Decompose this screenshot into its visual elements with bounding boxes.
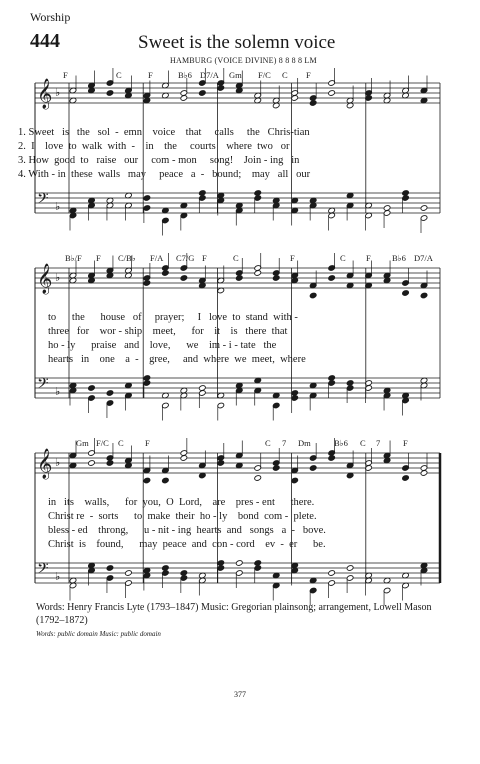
note-head: [328, 90, 336, 97]
flat-icon: ♭: [55, 200, 61, 213]
note-head: [106, 460, 114, 467]
note-head: [254, 270, 262, 277]
chord-symbol: F: [290, 253, 295, 263]
verse-line: 2. I love to walk with - in the courts where two or: [18, 141, 290, 152]
note-head: [309, 100, 317, 107]
chord-symbol: B♭6: [392, 253, 406, 263]
chord-symbol: Gm: [229, 70, 242, 80]
chord-symbol: C: [340, 253, 346, 263]
note-head: [328, 455, 336, 462]
note-head: [309, 292, 317, 299]
note-head: [346, 565, 354, 572]
bass-clef-icon: 𝄢: [37, 560, 49, 581]
note-head: [328, 570, 336, 577]
note-head: [254, 475, 262, 482]
note-head: [272, 275, 280, 282]
rights-notice: Words: public domain Music: public domain: [36, 630, 161, 638]
note-head: [180, 275, 188, 282]
flat-icon: ♭: [55, 86, 61, 99]
bass-clef-icon: 𝄢: [37, 375, 49, 396]
note-head: [309, 465, 317, 472]
page-number: 377: [234, 690, 246, 699]
note-head: [125, 570, 133, 577]
note-head: [291, 477, 299, 484]
hymn-title: Sweet is the solemn voice: [138, 32, 336, 53]
flat-icon: ♭: [55, 271, 61, 284]
note-head: [328, 275, 336, 282]
note-head: [143, 280, 151, 287]
chord-symbol: B♭/F: [65, 253, 82, 263]
note-head: [402, 475, 410, 482]
chord-symbol: F: [306, 70, 311, 80]
chord-symbol: B♭6: [178, 70, 192, 80]
chord-symbol: C: [282, 70, 288, 80]
chord-symbol: F: [403, 438, 408, 448]
note-head: [217, 85, 225, 92]
note-head: [143, 195, 151, 202]
chord-symbol: C: [360, 438, 366, 448]
chord-symbol: F: [148, 70, 153, 80]
note-head: [143, 477, 151, 484]
tune-name: HAMBURG (VOICE DIVINE) 8 8 8 8 LM: [170, 56, 317, 65]
chord-symbol: C7/G: [176, 253, 195, 263]
verse-line: 3. How good to raise our com - mon song! Join - ing in: [18, 155, 300, 166]
note-head: [106, 390, 114, 397]
flat-icon: ♭: [55, 456, 61, 469]
chord-symbol: Gm: [76, 438, 89, 448]
flat-icon: ♭: [55, 385, 61, 398]
chord-symbol: F: [96, 253, 101, 263]
chord-symbol: 7: [376, 438, 381, 448]
verse-line: ho - ly praise and love, we im - i - tate the: [48, 340, 277, 351]
chord-symbol: D7/A: [200, 70, 219, 80]
note-head: [88, 385, 96, 392]
note-head: [235, 560, 243, 567]
verse-line: to the house of prayer; I love to stand with -: [48, 312, 298, 323]
chord-symbol: D7/A: [414, 253, 433, 263]
note-head: [402, 290, 410, 297]
chord-symbol: F/A: [150, 253, 164, 263]
verse-line: 4. With - in these walls may peace a - bound; may all our: [18, 169, 311, 180]
note-head: [162, 270, 170, 277]
treble-clef-icon: 𝄞: [37, 449, 53, 479]
note-head: [420, 470, 428, 477]
credits-text: Words: Henry Francis Lyte (1793–1847) Music: Gregorian plainsong; arrangement, Lowell Mason (1792–1872): [36, 602, 432, 626]
chord-symbol: 7: [282, 438, 287, 448]
treble-clef-icon: 𝄞: [37, 264, 53, 294]
note-head: [106, 90, 114, 97]
verse-line: 1. Sweet is the sol - emn voice that calls the Chris-tian: [18, 127, 310, 138]
chord-symbol: F: [202, 253, 207, 263]
verse-line: in its walls, for you, O Lord, are pres - ent there.: [48, 497, 315, 508]
verse-line: Christ re - sorts to make their ho - ly bond com - plete.: [48, 511, 317, 522]
note-head: [235, 275, 243, 282]
bass-clef-icon: 𝄢: [37, 190, 49, 211]
chord-symbol: B♭6: [334, 438, 348, 448]
note-head: [420, 205, 428, 212]
chord-symbol: F: [145, 438, 150, 448]
note-head: [272, 465, 280, 472]
chord-symbol: C: [265, 438, 271, 448]
chord-symbol: F: [366, 253, 371, 263]
chord-symbol: C/B♭: [118, 253, 136, 263]
verse-line: three for wor - ship meet, for it is there that: [48, 326, 288, 337]
note-head: [162, 477, 170, 484]
chord-symbol: C: [118, 438, 124, 448]
chord-symbol: F/C: [258, 70, 271, 80]
note-head: [180, 95, 188, 102]
note-head: [88, 460, 96, 467]
note-head: [180, 455, 188, 462]
note-head: [217, 460, 225, 467]
note-head: [106, 565, 114, 572]
treble-clef-icon: 𝄞: [37, 79, 53, 109]
note-head: [420, 292, 428, 299]
hymn-number: 444: [30, 30, 60, 52]
chord-symbol: C: [116, 70, 122, 80]
section-label: Worship: [30, 10, 71, 24]
note-head: [199, 90, 207, 97]
verse-line: hearts in one a - gree, and where we meet, where: [48, 354, 306, 365]
flat-icon: ♭: [55, 570, 61, 583]
chord-symbol: F: [63, 70, 68, 80]
chord-symbol: Dm: [298, 438, 311, 448]
verse-line: bless - ed throng, u - nit - ing hearts and songs a - bove.: [48, 525, 326, 536]
chord-symbol: C: [233, 253, 239, 263]
verse-line: Christ is found, may peace and con - cord ev - er be.: [48, 539, 326, 550]
chord-symbol: F/C: [96, 438, 109, 448]
note-head: [291, 95, 299, 102]
